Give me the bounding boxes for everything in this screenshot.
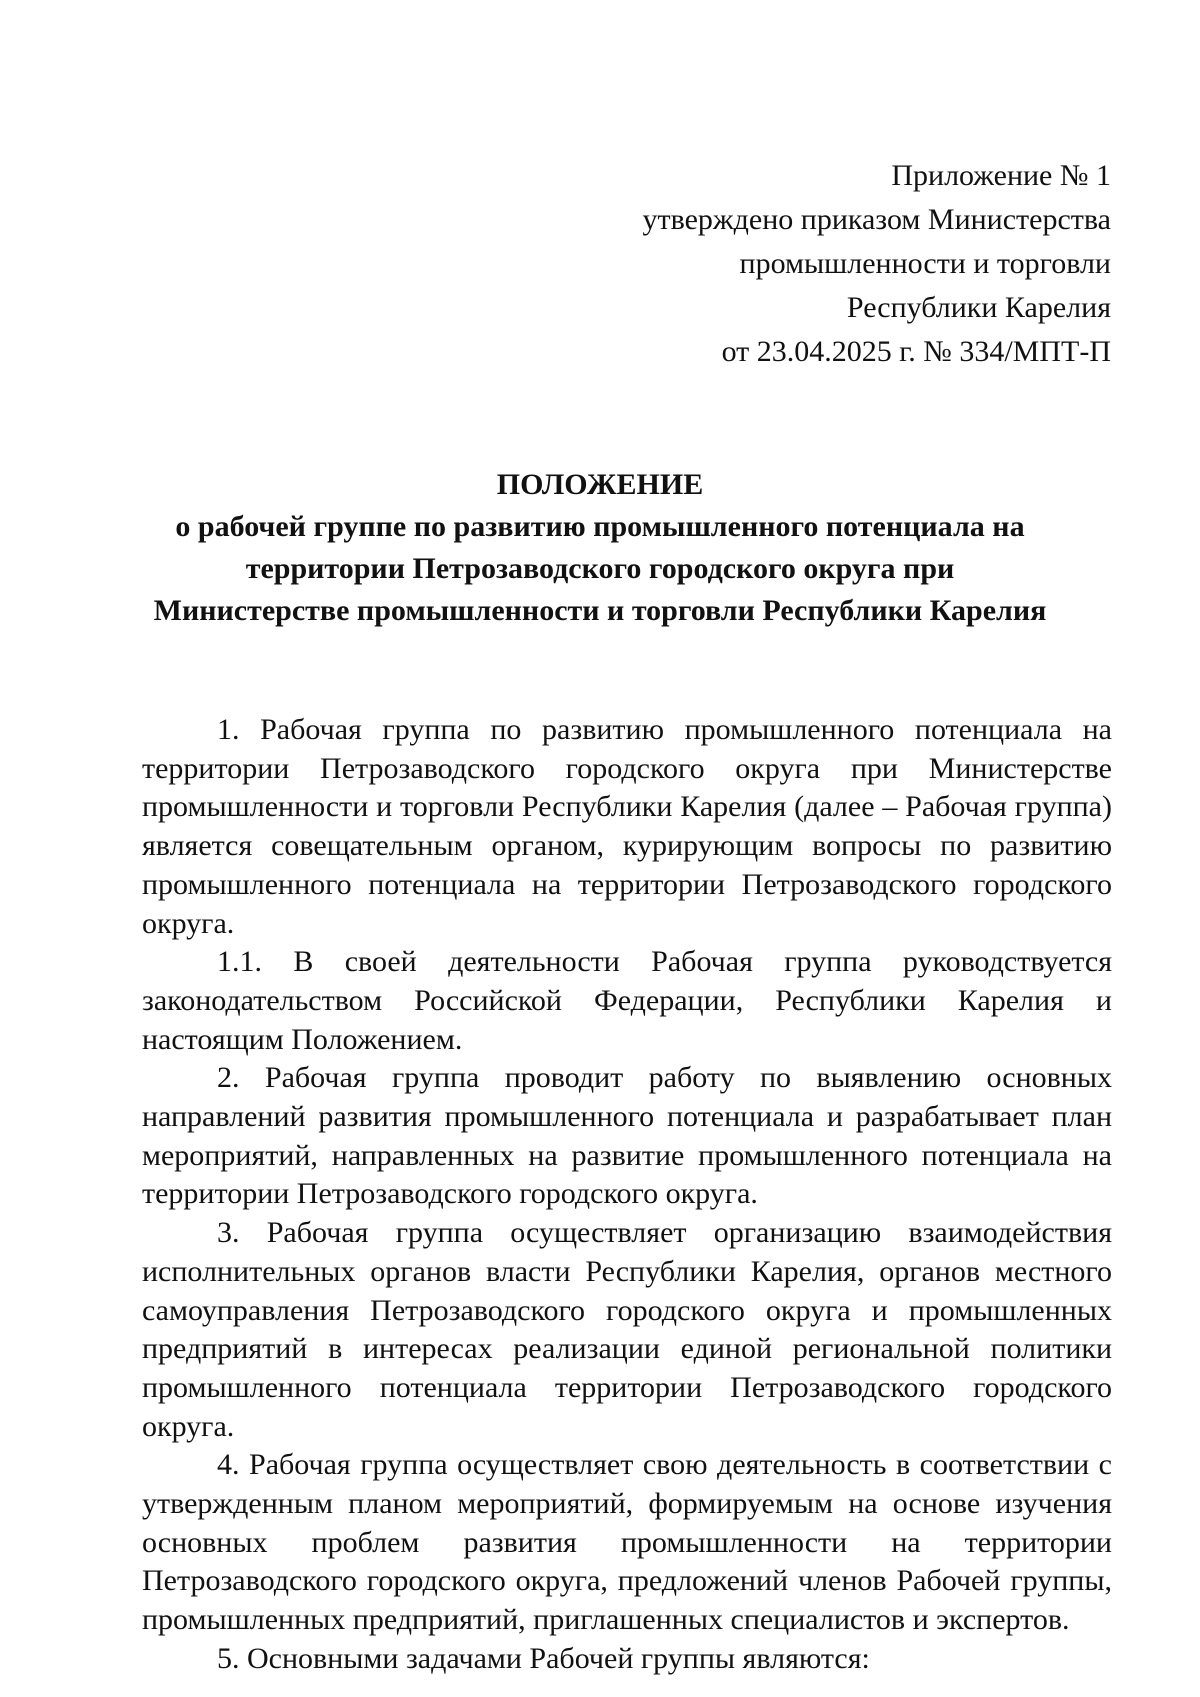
title-line-3: Министерстве промышленности и торговли Республики Карелия — [153, 594, 1047, 627]
title-line-1: о рабочей группе по развитию промышленного потенциала на — [175, 510, 1025, 543]
paragraph-2: 2. Рабочая группа проводит работу по выявлению основных направлений развития промышленного потенциала и разрабатывает план мероприятий, направленных на развитие промышленного потенциала на территории Петрозаводского городского округа. — [142, 1061, 1112, 1211]
document-body — [142, 711, 1112, 1679]
ministry-line: промышленности и торговли — [739, 247, 1111, 280]
republic-line: Республики Карелия — [846, 291, 1111, 324]
approval-stamp — [411, 154, 1111, 374]
approved-by-line: утверждено приказом Министерства — [642, 203, 1111, 236]
paragraph-1: 1. Рабочая группа по развитию промышленного потенциала на территории Петрозаводского городского округа при Министерстве промышленности и торговли Республики Карелия (далее – Рабочая группа) является совещательным органом, курирующим вопросы по развитию промышленного потенциала на территории Петрозаводского городского округа. — [142, 713, 1112, 940]
paragraph-4: 4. Рабочая группа осуществляет свою деятельность в соответствии с утвержденным планом мероприятий, формируемым на основе изучения основных проблем развития промышленности на территории Петрозаводского городского округа, предложений членов Рабочей группы, промышленных предприятий, приглашенных специалистов и экспертов. — [142, 1448, 1112, 1637]
title-heading: ПОЛОЖЕНИЕ — [496, 468, 704, 501]
paragraph-1-1: 1.1. В своей деятельности Рабочая группа руководствуется законодательством Российской Федерации, Республики Карелия и настоящим Положением. — [142, 945, 1112, 1056]
title-line-2: территории Петрозаводского городского округа при — [245, 552, 955, 585]
appendix-number: Приложение № 1 — [891, 159, 1111, 192]
order-date-number: от 23.04.2025 г. № 334/МПТ-П — [721, 335, 1111, 368]
paragraph-5: 5. Основными задачами Рабочей группы являются: — [217, 1641, 870, 1675]
document-title — [120, 464, 1080, 632]
paragraph-3: 3. Рабочая группа осуществляет организацию взаимодействия исполнительных органов власти Республики Карелия, органов местного самоуправления Петрозаводского городского округа и промышленных предприятий в интересах реализации единой региональной политики промышленного потенциала территории Петрозаводского городского округа. — [142, 1216, 1112, 1443]
